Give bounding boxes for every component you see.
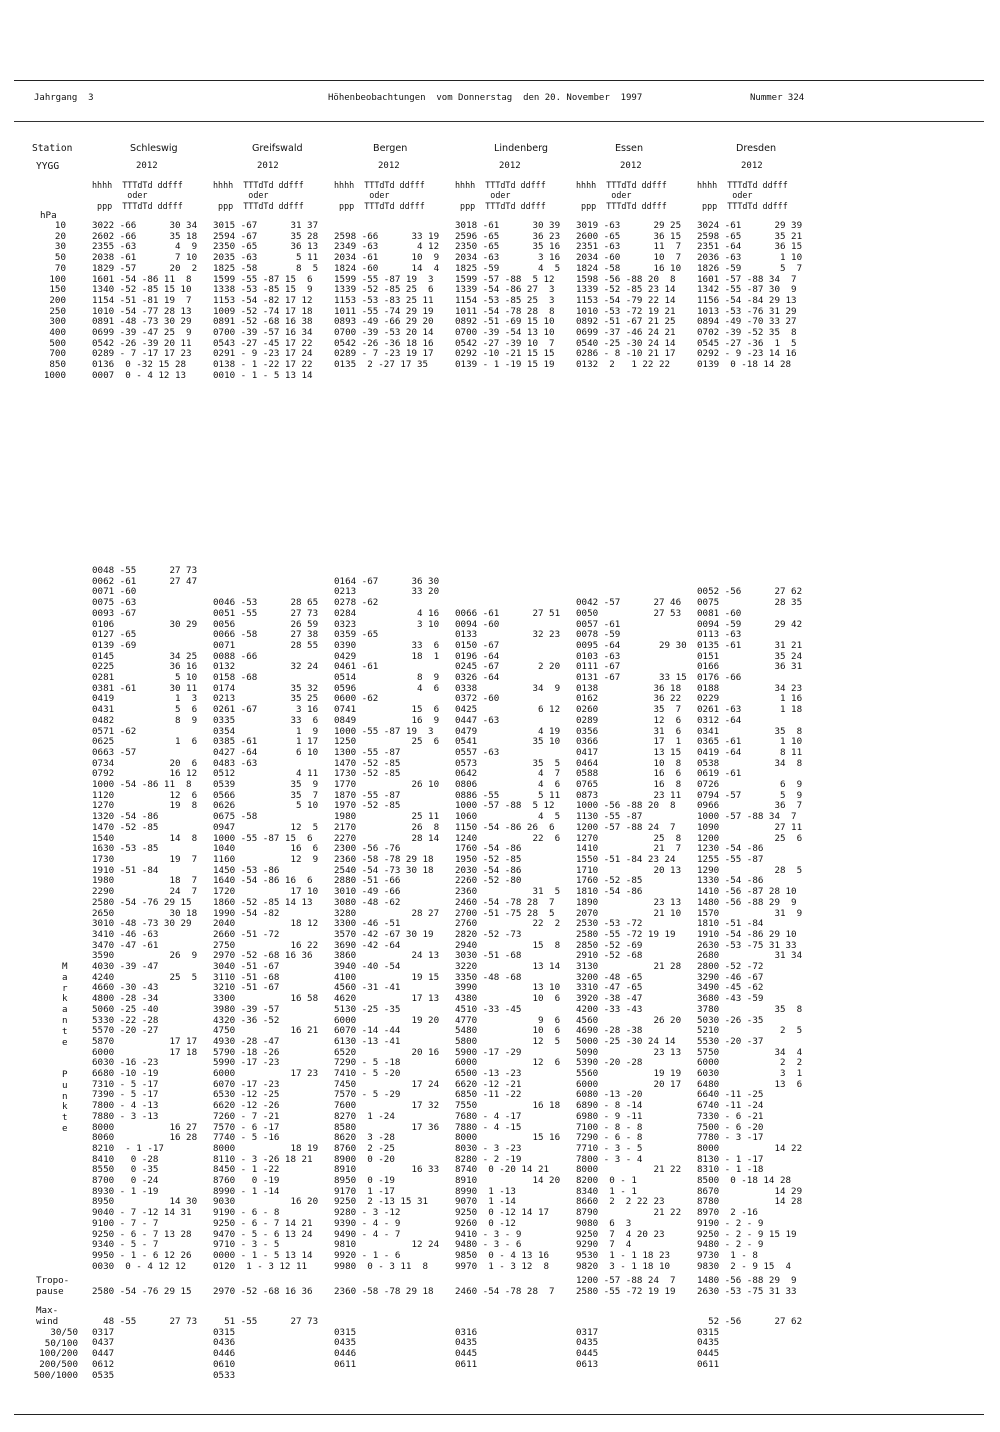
markante-punkte-label: M a r k a n t e P u n k t e <box>62 961 68 1134</box>
maxwind-schleswig: 48 -55 27 73 0317 0437 0447 0612 0535 <box>92 1316 198 1381</box>
pressure-levels: 10 20 30 50 70 100 150 200 250 300 400 500 700 850 1000 <box>43 220 66 381</box>
station-name-schleswig: Schleswig <box>130 143 178 154</box>
maxwind-lindenberg: 0316 0435 0445 0611 <box>455 1326 478 1370</box>
standard-levels-lindenberg: 3018 -61 30 39 2596 -65 36 23 2350 -65 35 16 2034 -63 3 16 1825 -59 4 5 1599 -57 -88 5 12 1339 -54 -86 27 3 1154 -53 -85 25 3 1011 -54 -78 28 8 0892 -51 -69 15 10 0700 -39 -54 13 10 0542 -27 -39 10 7 0292 -10 -21 15 15 0139 - 1 -19 15 19 <box>455 220 561 371</box>
station-name-bergen: Bergen <box>373 143 408 154</box>
standard-levels-bergen: 2598 -66 33 19 2349 -63 4 12 2034 -61 10 9 1824 -60 14 4 1599 -55 -87 19 3 1339 -52 -85 25 6 1153 -53 -83 25 11 1011 -55 -74 29 19 0893 -49 -66 29 20 0700 -39 -53 20 14 0542 -26 -36 18 16 0289 - 7 -23 19 17 0135 2 -27 17 35 <box>334 230 440 371</box>
tropopause-dresden: 1480 -56 -88 29 9 2630 -53 -75 31 33 <box>697 1275 797 1297</box>
maxwind-bergen: 0315 0435 0446 0611 <box>334 1326 357 1370</box>
column-header: hhhh TTTdTd ddfff oder ppp TTTdTd ddfff <box>697 180 788 211</box>
station-name-dresden: Dresden <box>736 143 777 154</box>
column-header: hhhh TTTdTd ddfff oder ppp TTTdTd ddfff <box>334 180 425 211</box>
maxwind-label: Max- wind <box>36 1305 59 1327</box>
header-divider <box>14 121 984 122</box>
station-name-essen: Essen <box>615 143 644 154</box>
column-header: hhhh TTTdTd ddfff oder ppp TTTdTd ddfff <box>213 180 304 211</box>
sig-points-greifswald: 0046 -53 28 65 0051 -55 27 73 0056 26 59 0066 -58 27 38 0071 28 55 0088 -66 0132 32 24 0158 -68 0174 35 32 0213 35 25 0261 -67 3 16 0335 33 6 0354 1 9 0385 -61 1 17 0427 -64 6 10 0483 -63 0512 4 11 0539 35 9 0566 35 7 0626 5 10 0675 -58 0947 12 5 1000 -55 -87 15 6 1040 16 6 1160 12 9 1450 -53 -86 1640 -54 -86 16 6 1720 17 10 1860 -52 -85 14 13 1990 -54 -82 2040 18 12 2660 -51 -72 2750 16 22 2970 -52 -68 16 36 3040 -51 -67 3110 -51 -68 3210 -51 -67 3300 16 58 3980 -39 -57 4320 -36 -52 4750 16 21 4930 -28 -47 5790 -18 -26 5990 -17 -23 6000 17 23 6070 -17 -23 6530 -12 -25 6620 -12 -26 7260 - 7 -21 7570 - 6 -17 7740 - 5 -16 8000 18 19 8110 - 3 -26 18 21 8450 - 1 -22 8760 0 -19 8990 - 1 -14 9030 16 20 9190 - 6 - 8 9250 - 6 - 7 14 21 9470 - 5 - 6 13 24 9710 - 3 - 5 0000 - 1 - 5 13 14 0120 1 - 3 12 11 <box>213 597 319 1272</box>
station-name-greifswald: Greifswald <box>252 143 303 154</box>
station-yygg: 2012 <box>257 161 279 171</box>
sig-points-dresden: 0052 -56 27 62 0075 28 35 0081 -60 0094 -59 29 42 0113 -63 0135 -61 31 21 0151 35 24 0166 36 31 0176 -66 0188 34 23 0229 1 16 0261 -63 1 18 0312 -64 0341 35 8 0365 -61 1 10 0419 -64 8 11 0538 34 8 0619 -61 0726 6 9 0794 -57 5 9 0966 36 7 1000 -57 -88 34 7 1090 27 11 1200 25 6 1230 -54 -86 1255 -55 -87 1290 28 5 1330 -54 -86 1410 -56 -87 28 10 1480 -56 -88 29 9 1570 31 9 1810 -51 -84 1910 -54 -86 29 10 2630 -53 -75 31 33 2680 31 34 2800 -52 -72 3290 -46 -67 3490 -45 -62 3680 -43 -59 3780 35 8 5030 -26 -35 5210 2 5 5530 -20 -37 5750 34 4 6000 2 2 6030 3 1 6480 13 6 6640 -11 -25 6740 -11 -24 7330 - 6 -21 7500 - 6 -20 7780 - 3 -17 8000 14 22 8130 - 1 -17 8310 - 1 -18 8500 0 -18 14 28 8670 14 29 8780 14 28 8970 2 -16 9190 - 2 - 9 9250 - 2 - 9 15 19 9480 - 2 - 9 9730 1 - 8 9830 2 - 9 15 4 <box>697 586 803 1272</box>
maxwind-dresden: 52 -56 27 62 0315 0435 0445 0611 <box>697 1316 803 1370</box>
column-header: hhhh TTTdTd ddfff oder ppp TTTdTd ddfff <box>455 180 546 211</box>
sig-points-bergen: 0164 -67 36 30 0213 33 20 0278 -62 0284 4 16 0323 3 10 0359 -65 0390 33 6 0429 18 1 0461 -61 0514 8 9 0596 4 6 0600 -62 0741 15 6 0849 16 9 1000 -55 -87 19 3 1250 25 6 1300 -55 -87 1470 -52 -85 1730 -52 -85 1770 26 10 1870 -55 -87 1970 -52 -85 1980 25 11 2170 26 8 2270 28 14 2300 -56 -76 2360 -58 -78 29 18 2540 -54 -73 30 18 2880 -51 -66 3010 -49 -66 3080 -48 -62 3280 28 27 3300 -46 -51 3570 -42 -67 30 19 3690 -42 -64 3860 24 13 3940 -40 -54 4100 19 15 4560 -31 -41 4620 17 13 5130 -25 -35 6000 19 20 6070 -14 -44 6130 -13 -41 6520 20 16 7290 - 5 -18 7410 - 5 -20 7450 17 24 7570 - 5 -29 7600 17 32 8270 1 -24 8580 17 36 8620 3 -28 8760 2 -25 8900 0 -20 8910 16 33 8950 0 -19 9170 1 -17 9250 2 -13 15 31 9280 - 3 -12 9390 - 4 - 9 9490 - 4 - 7 9810 12 24 9920 - 1 - 6 9980 0 - 3 11 8 <box>334 575 440 1272</box>
station-yygg: 2012 <box>741 161 763 171</box>
column-header: hhhh TTTdTd ddfff oder ppp TTTdTd ddfff <box>92 180 183 211</box>
hpa-label: hPa <box>40 210 57 221</box>
standard-levels-schleswig: 3022 -66 30 34 2602 -66 35 18 2355 -63 4 9 2038 -61 7 10 1829 -57 20 2 1601 -54 -86 11 8 1340 -52 -85 15 10 1154 -51 -81 19 7 1010 -54 -77 28 13 0891 -48 -73 30 29 0699 -39 -47 25 9 0542 -26 -39 20 11 0289 - 7 -17 17 23 0136 0 -32 15 28 0007 0 - 4 12 13 <box>92 220 198 381</box>
sig-points-essen: 0042 -57 27 46 0050 27 53 0057 -61 0078 -59 0095 -64 29 30 0103 -63 0111 -67 0131 -67 33 15 0138 36 18 0162 36 22 0260 35 7 0289 12 6 0356 31 6 0366 17 1 0417 13 15 0464 10 8 0588 16 6 0765 16 8 0873 23 11 1000 -56 -88 20 8 1130 -55 -87 1200 -57 -88 24 7 1270 25 8 1410 21 7 1550 -51 -84 23 24 1710 20 13 1760 -52 -85 1810 -54 -86 1890 23 13 2070 21 10 2530 -53 -72 2580 -55 -72 19 19 2850 -52 -69 2910 -52 -68 3130 21 28 3200 -48 -65 3310 -47 -65 3920 -38 -47 4200 -33 -43 4560 26 20 4690 -28 -38 5000 -25 -30 24 14 5090 23 13 5390 -20 -28 5560 19 19 6000 20 17 6080 -13 -20 6890 - 8 -14 6980 - 9 -11 7100 - 8 - 8 7290 - 6 - 8 7710 - 3 - 5 7800 - 3 - 4 8000 21 22 8200 0 - 1 8340 1 - 1 8660 2 2 22 23 8790 21 22 9080 6 3 9250 7 4 20 23 9290 7 4 9530 1 - 1 18 23 9820 3 - 1 18 10 <box>576 597 687 1272</box>
standard-levels-greifswald: 3015 -67 31 37 2594 -67 35 28 2350 -65 36 13 2035 -63 5 11 1825 -58 8 5 1599 -55 -87 15 6 1338 -53 -85 15 9 1153 -54 -82 17 12 1009 -52 -74 17 18 0891 -52 -68 16 38 0700 -39 -57 16 34 0543 -27 -45 17 22 0291 - 9 -23 17 24 0138 - 1 -22 17 22 0010 - 1 - 5 13 14 <box>213 220 319 381</box>
issue-number: Nummer 324 <box>750 93 805 103</box>
tropopause-bergen: 2360 -58 -78 29 18 <box>334 1286 434 1297</box>
station-yygg: 2012 <box>378 161 400 171</box>
layer-levels: 30/50 50/100 100/200 200/500 500/1000 <box>33 1327 78 1381</box>
maxwind-greifswald: 51 -55 27 73 0315 0436 0446 0610 0533 <box>213 1316 319 1381</box>
tropopause-essen: 1200 -57 -88 24 7 2580 -55 -72 19 19 <box>576 1275 676 1297</box>
standard-levels-dresden: 3024 -61 29 39 2598 -65 35 21 2351 -64 36 15 2036 -63 1 10 1826 -59 5 7 1601 -57 -88 34 7 1342 -55 -87 30 9 1156 -54 -84 29 13 1013 -53 -76 31 29 0894 -49 -70 33 27 0702 -39 -52 35 8 0545 -27 -36 1 5 0292 - 9 -23 14 16 0139 0 -18 14 28 <box>697 220 803 371</box>
volume-label: Jahrgang 3 <box>34 93 94 103</box>
tropopause-lindenberg: 2460 -54 -78 28 7 <box>455 1286 555 1297</box>
station-yygg: 2012 <box>620 161 642 171</box>
tropopause-schleswig: 2580 -54 -76 29 15 <box>92 1286 192 1297</box>
sig-points-schleswig: 0048 -55 27 73 0062 -61 27 47 0071 -60 0075 -63 0093 -67 0106 30 29 0127 -65 0139 -69 0145 34 25 0225 36 16 0281 5 10 0381 -61 30 11 0419 1 3 0431 5 6 0482 8 9 0571 -62 0625 1 6 0663 -57 0734 20 6 0792 16 12 1000 -54 -86 11 8 1120 12 6 1270 19 8 1320 -54 -86 1470 -52 -85 1540 14 8 1630 -53 -85 1730 19 7 1910 -51 -84 1980 18 7 2290 24 7 2580 -54 -76 29 15 2650 30 18 3010 -48 -73 30 29 3410 -46 -63 3470 -47 -61 3590 26 9 4030 -39 -47 4240 25 5 4660 -30 -43 4800 -28 -34 5060 -25 -40 5330 -22 -28 5570 -20 -27 5870 17 17 6000 17 18 6030 -16 -23 6680 -10 -19 7310 - 5 -17 7390 - 5 -17 7800 - 4 -13 7880 - 3 -13 8000 16 27 8060 16 28 8210 - 1 -17 8410 0 -28 8550 0 -35 8700 0 -24 8930 - 1 -19 8950 14 30 9040 - 7 -12 14 31 9100 - 7 - 7 9250 - 6 - 7 13 28 9340 - 5 - 7 9950 - 1 - 6 12 26 0030 0 - 4 12 12 <box>92 565 198 1272</box>
station-yygg: 2012 <box>499 161 521 171</box>
column-header: hhhh TTTdTd ddfff oder ppp TTTdTd ddfff <box>576 180 667 211</box>
tropopause-label: Tropo- pause <box>36 1275 70 1297</box>
page-title: Höhenbeobachtungen vom Donnerstag den 20. November 1997 <box>328 93 643 103</box>
station-label: Station <box>32 143 73 154</box>
maxwind-essen: 0317 0435 0445 0613 <box>576 1326 599 1370</box>
standard-levels-essen: 3019 -63 29 25 2600 -65 36 15 2351 -63 11 7 2034 -60 10 7 1824 -58 16 10 1598 -56 -88 20 8 1339 -52 -85 23 14 1153 -54 -79 22 14 1010 -53 -72 19 21 0892 -51 -67 21 25 0699 -37 -46 24 21 0540 -25 -30 24 14 0286 - 8 -10 21 17 0132 2 1 22 22 <box>576 220 682 371</box>
tropopause-greifswald: 2970 -52 -68 16 36 <box>213 1286 313 1297</box>
station-yygg: 2012 <box>136 161 158 171</box>
station-name-lindenberg: Lindenberg <box>494 143 549 154</box>
yygg-label: YYGG <box>36 161 60 172</box>
sig-points-lindenberg: 0066 -61 27 51 0094 -60 0133 32 23 0150 -67 0196 -64 0245 -67 2 20 0326 -64 0338 34 9 0372 -60 0425 6 12 0447 -63 0479 4 19 0541 35 10 0557 -63 0573 35 5 0642 4 7 0806 4 6 0886 -55 5 11 1000 -57 -88 5 12 1060 4 5 1150 -54 -86 26 6 1240 22 6 1760 -54 -86 1950 -52 -85 2030 -54 -86 2260 -52 -80 2360 31 5 2460 -54 -78 28 7 2700 -51 -75 28 5 2760 22 2 2820 -52 -73 2940 15 8 3030 -51 -68 3220 13 14 3350 -48 -68 3990 13 10 4380 10 6 4510 -33 -45 4770 9 6 5480 10 6 5800 12 5 5900 -17 -29 6000 12 6 6500 -13 -23 6620 -12 -21 6850 -11 -22 7550 16 18 7680 - 4 -17 7880 - 4 -15 8000 15 16 8030 - 3 -23 8280 - 2 -19 8740 0 -20 14 21 8910 14 20 8990 1 -13 9070 1 -14 9250 0 -12 14 17 9260 0 -12 9410 - 3 - 9 9480 - 3 - 6 9850 0 - 4 13 16 9970 1 - 3 12 8 <box>455 607 561 1272</box>
